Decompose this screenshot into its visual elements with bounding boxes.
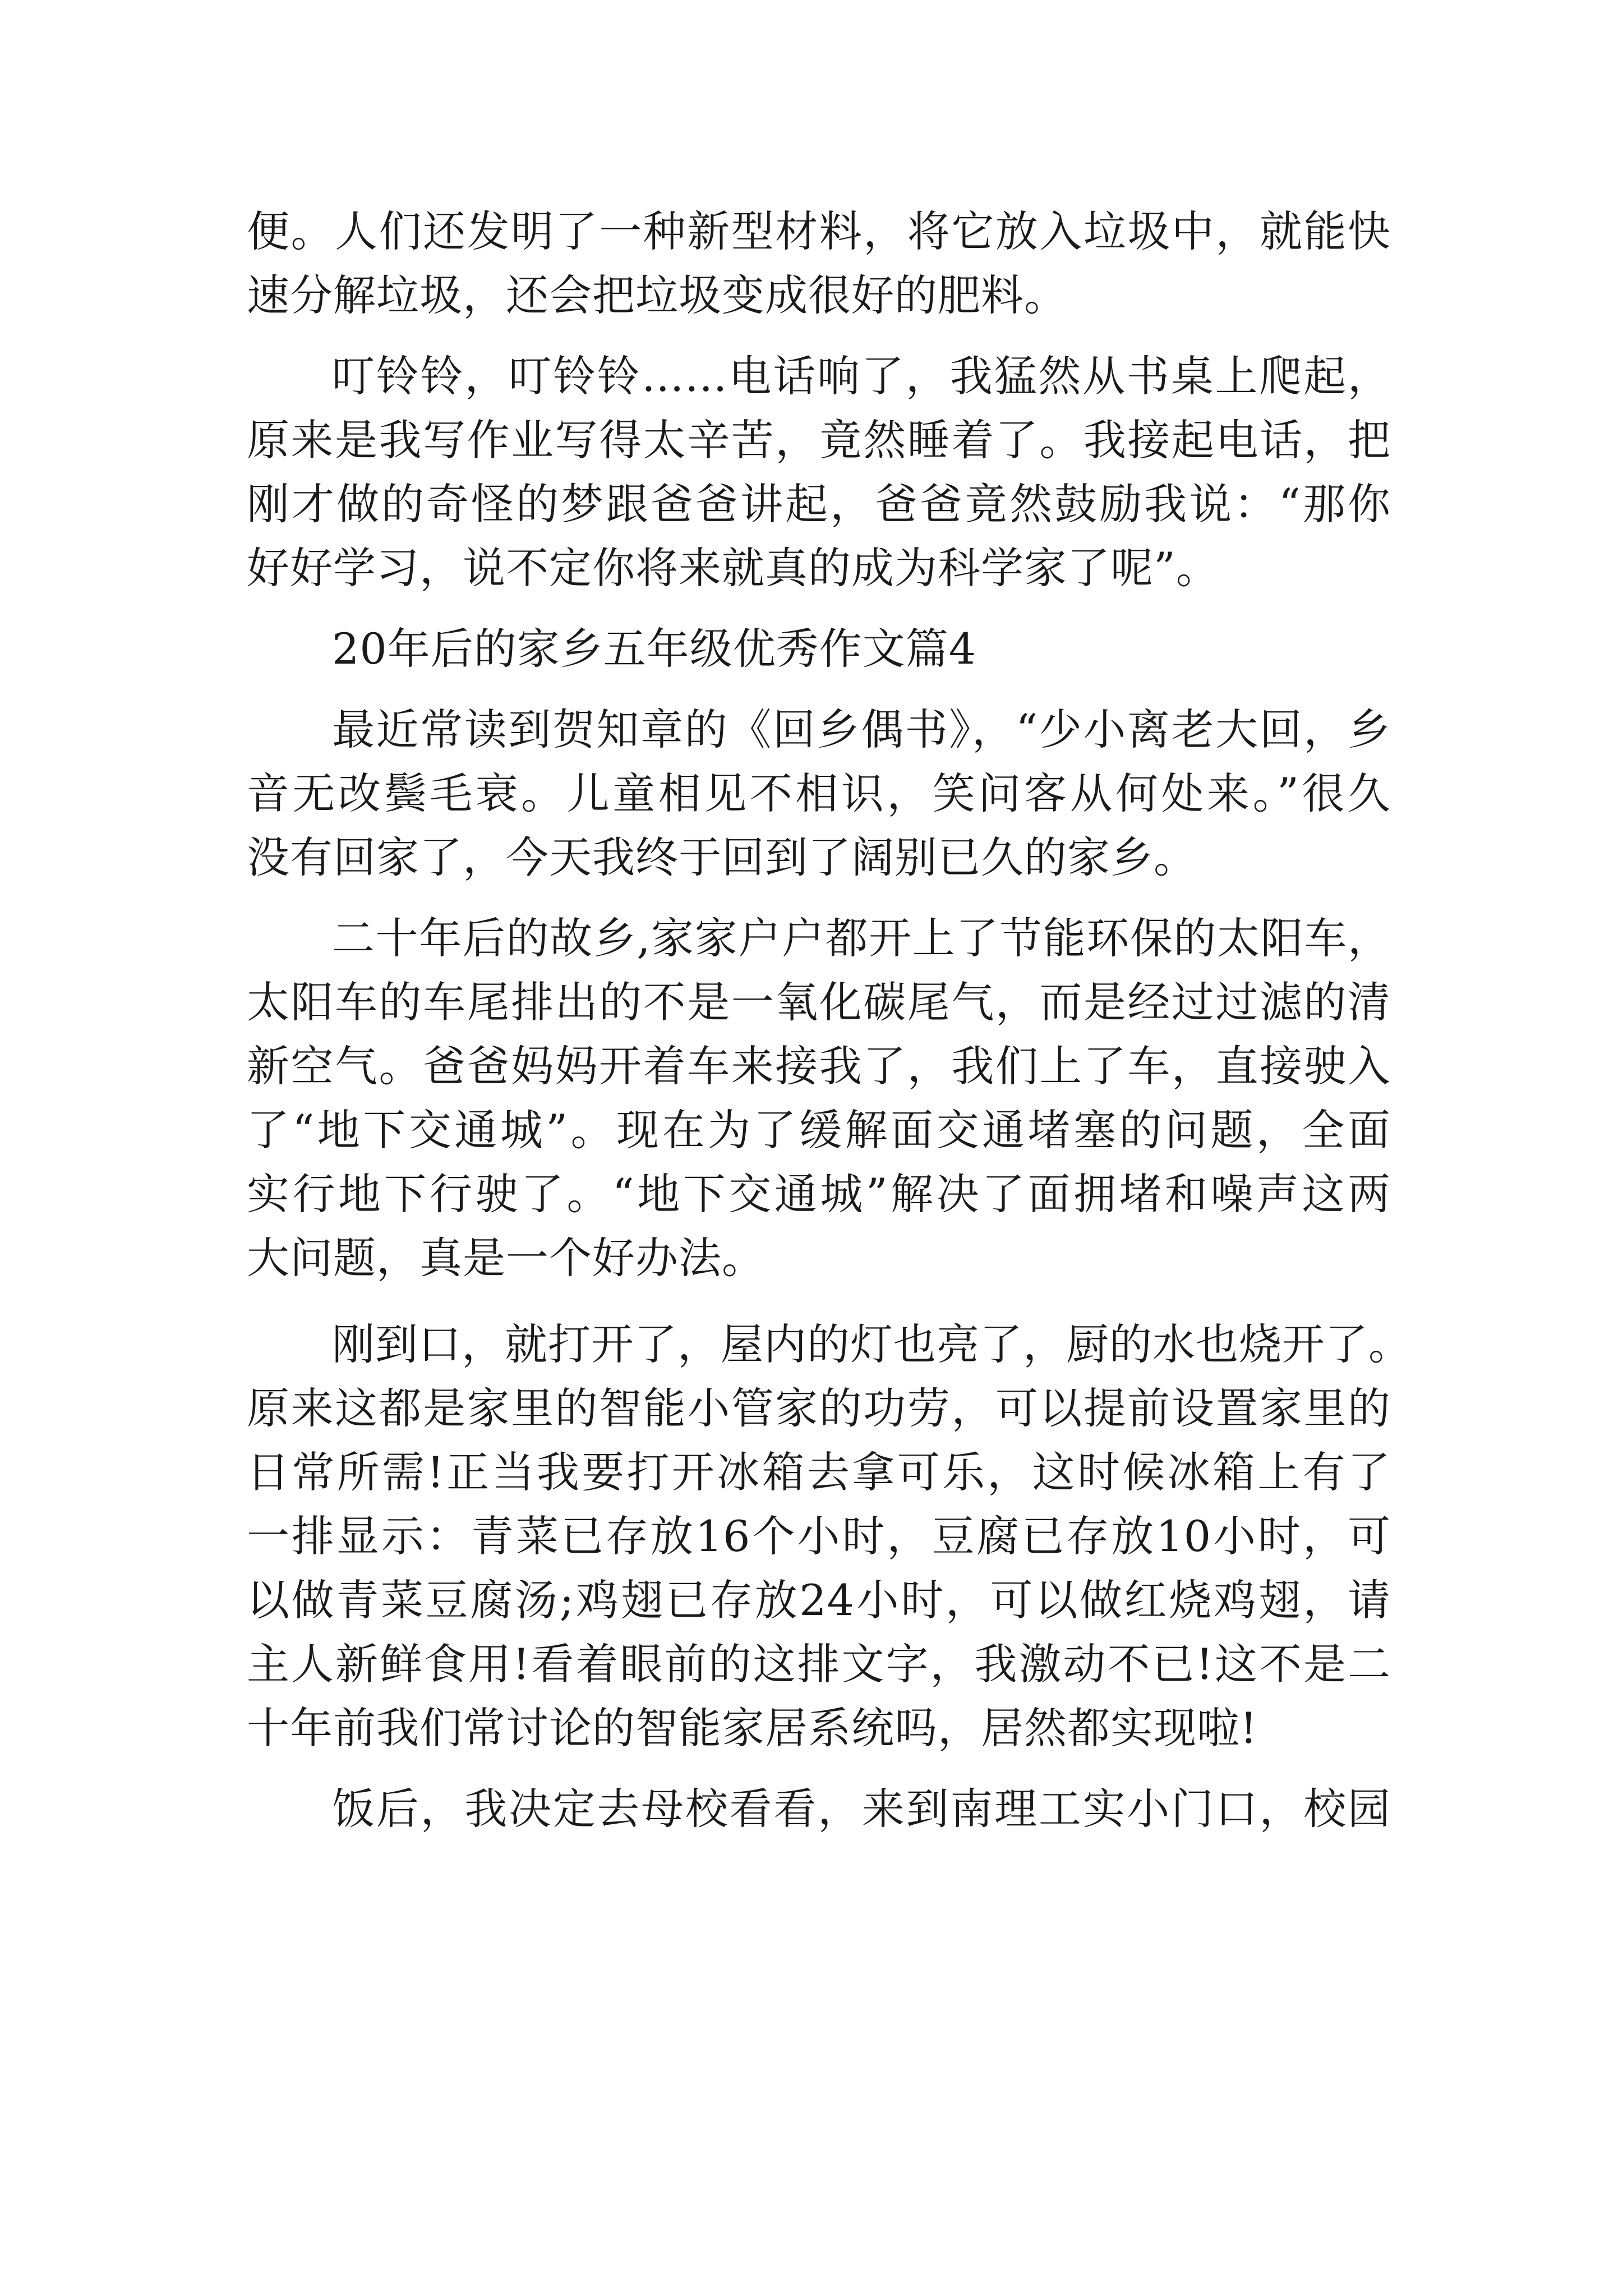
paragraph-line: 日常所需!正当我要打开冰箱去拿可乐，这时候冰箱上有了 — [247, 1447, 1391, 1497]
paragraph-line: 一排显示：青菜已存放16个小时，豆腐已存放10小时，可 — [247, 1511, 1391, 1561]
paragraph-line: 了“地下交通城”。现在为了缓解面交通堵塞的问题，全面 — [247, 1105, 1391, 1155]
paragraph-line: 以做青菜豆腐汤;鸡翅已存放24小时，可以做红烧鸡翅，请 — [247, 1575, 1391, 1625]
paragraph-first-line: 20年后的家乡五年级优秀作文篇4 — [332, 624, 977, 674]
paragraph-first-line: 饭后，我决定去母校看看，来到南理工实小门口，校园 — [332, 1784, 1391, 1834]
paragraph-line: 刚才做的奇怪的梦跟爸爸讲起，爸爸竟然鼓励我说：“那你 — [247, 479, 1391, 529]
paragraph-first-line: 二十年后的故乡,家家户户都开上了节能环保的太阳车， — [332, 913, 1391, 963]
paragraph-line: 原来这都是家里的智能小管家的功劳，可以提前设置家里的 — [247, 1383, 1391, 1433]
paragraph-line: 没有回家了，今天我终于回到了阔别已久的家乡。 — [247, 832, 1197, 882]
paragraph-line: 原来是我写作业写得太辛苦，竟然睡着了。我接起电话，把 — [247, 415, 1391, 465]
paragraph-line: 十年前我们常讨论的智能家居系统吗，居然都实现啦! — [247, 1703, 1258, 1753]
paragraph-first-line: 刚到口，就打开了，屋内的灯也亮了，厨的水也烧开了。 — [332, 1319, 1412, 1369]
paragraph-line: 便。人们还发明了一种新型材料，将它放入垃圾中，就能快 — [247, 206, 1391, 256]
document-body — [247, 200, 1412, 1841]
paragraph-first-line: 叮铃铃，叮铃铃……电话响了，我猛然从书桌上爬起， — [332, 351, 1391, 401]
paragraph-line: 主人新鲜食用!看着眼前的这排文字，我激动不已!这不是二 — [247, 1639, 1391, 1689]
paragraph-line: 好好学习，说不定你将来就真的成为科学家了呢”。 — [247, 543, 1219, 593]
paragraph-first-line: 最近常读到贺知章的《回乡偶书》，“少小离老大回，乡 — [332, 705, 1391, 754]
paragraph-line: 音无改鬓毛衰。儿童相见不相识，笑问客从何处来。”很久 — [247, 769, 1391, 818]
paragraph-line: 速分解垃圾，还会把垃圾变成很好的肥料。 — [247, 270, 1067, 320]
paragraph-line: 新空气。爸爸妈妈开着车来接我了，我们上了车，直接驶入 — [247, 1041, 1391, 1091]
paragraph-line: 实行地下行驶了。“地下交通城”解决了面拥堵和噪声这两 — [247, 1169, 1391, 1219]
paragraph-line: 太阳车的车尾排出的不是一氧化碳尾气，而是经过过滤的清 — [247, 977, 1391, 1027]
paragraph-line: 大问题，真是一个好办法。 — [247, 1233, 765, 1283]
